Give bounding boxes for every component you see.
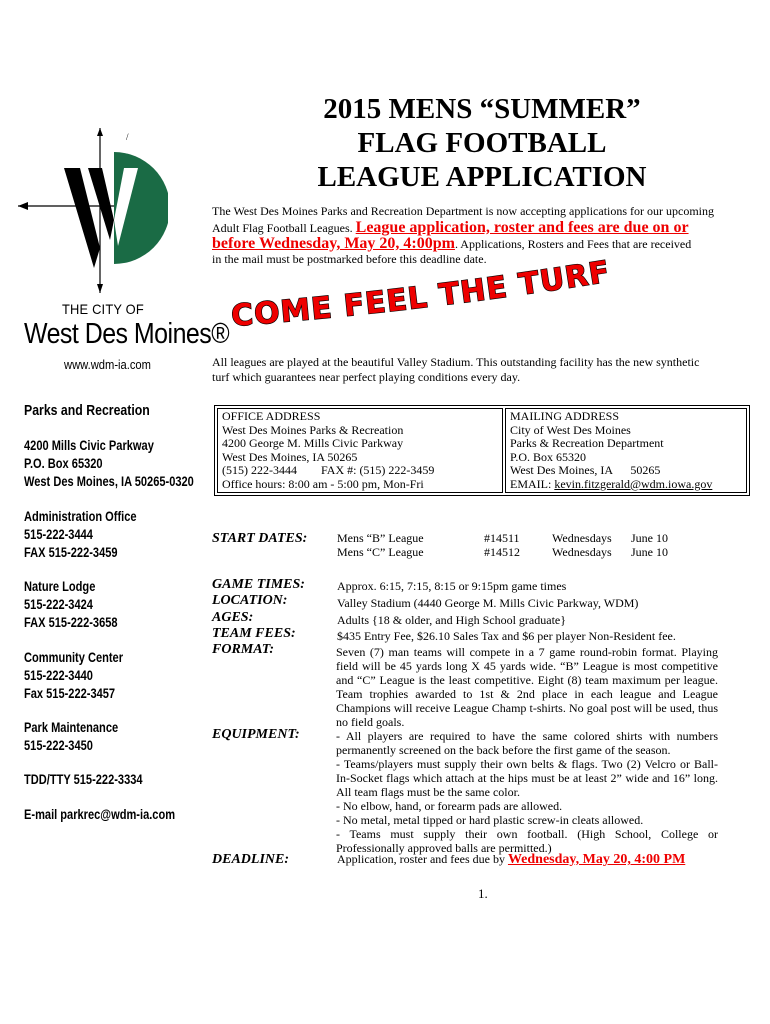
equipment-list [336, 729, 718, 855]
equipment-item: - All players are required to have the same colored shirts with numbers permanently screened on the back before the first game of the season. [336, 729, 718, 757]
league-code: #14512 [484, 545, 520, 559]
facility-line: All leagues are played at the beautiful Valley Stadium. This outstanding facility has the new synthetic [212, 355, 700, 369]
office-line: 4200 George M. Mills Civic Parkway [222, 436, 404, 450]
office-line: West Des Moines, IA 50265 [222, 449, 358, 464]
label-location: LOCATION: [212, 593, 288, 608]
sidebar-address-line: P.O. Box 65320 [24, 456, 103, 471]
sidebar-cc-title: Community Center [24, 650, 124, 665]
email-link[interactable]: kevin.fitzgerald@wdm.iowa.gov [554, 476, 713, 491]
deadline-highlight: League application, roster and fees are due on or [355, 219, 689, 236]
label-ages: AGES: [212, 610, 254, 625]
svg-text:/: / [126, 132, 129, 142]
mailing-line: P.O. Box 65320 [510, 449, 587, 464]
slogan-wordart [222, 248, 717, 338]
label-deadline: DEADLINE: [212, 852, 290, 867]
ages-value: Adults {18 & older, and High School graduate} [337, 613, 567, 627]
facility-paragraph [212, 355, 752, 385]
sidebar-cc-phone: 515-222-3440 [24, 668, 93, 683]
title-line: 2015 MENS “SUMMER” [323, 93, 641, 125]
league-date: June 10 [631, 545, 668, 559]
game-times-value: Approx. 6:15, 7:15, 8:15 or 9:15pm game times [337, 579, 567, 593]
fees-value: $435 Entry Fee, $26.10 Sales Tax and $6 per player Non-Resident fee. [337, 629, 676, 643]
address-table [214, 405, 750, 496]
slogan-text: COME FEEL THE TURF [229, 254, 613, 334]
email-label: EMAIL: [510, 476, 555, 491]
league-day: Wednesdays [552, 531, 612, 545]
label-format: FORMAT: [212, 642, 274, 657]
sidebar-admin-phone: 515-222-3444 [24, 527, 93, 542]
sidebar-admin-title: Administration Office [24, 509, 137, 524]
sidebar-pm-title: Park Maintenance [24, 720, 119, 735]
label-start-dates: START DATES: [212, 531, 308, 546]
logo-url: www.wdm-ia.com [64, 357, 151, 372]
league-date: June 10 [631, 531, 668, 545]
label-equipment: EQUIPMENT: [212, 727, 300, 742]
intro-text: Adult Flag Football Leagues. [212, 221, 353, 235]
logo-city-of: THE CITY OF [62, 301, 144, 317]
sidebar-address-line: 4200 Mills Civic Parkway [24, 438, 154, 453]
intro-line: in the mail must be postmarked before this deadline date. [212, 252, 487, 266]
equipment-item: - Teams/players must supply their own belts & flags. Two (2) Velcro or Ball-In-Socket flags which attach at the hips must be at least 2” wide and 16” long. All team flags must be the same color. [336, 757, 718, 799]
mailing-heading: MAILING ADDRESS [510, 409, 620, 423]
office-address-cell [217, 408, 503, 493]
location-value: Valley Stadium (4440 George M. Mills Civic Parkway, WDM) [337, 596, 639, 610]
sidebar-tdd: TDD/TTY 515-222-3334 [24, 772, 143, 787]
mailing-line: City of West Des Moines [510, 422, 631, 437]
sidebar-admin-fax: FAX 515-222-3459 [24, 545, 118, 560]
sidebar-lodge-fax: FAX 515-222-3658 [24, 615, 118, 630]
logo-city-name: West Des Moines® [24, 318, 230, 350]
facility-line: turf which guarantees near perfect playing conditions every day. [212, 370, 521, 384]
mailing-line: Parks & Recreation Department [510, 436, 664, 450]
office-line: (515) 222-3444 FAX #: (515) 222-3459 [222, 463, 435, 477]
sidebar-email[interactable]: E-mail parkrec@wdm-ia.com [24, 807, 176, 822]
equipment-item: - No elbow, hand, or forearm pads are allowed. [336, 799, 563, 813]
equipment-item: - Teams must supply their own football. (High School, College or Professionally approved balls are permitted.) [336, 827, 718, 855]
league-name: Mens “B” League [337, 531, 424, 545]
league-code: #14511 [484, 531, 520, 545]
office-line: West Des Moines Parks & Recreation [222, 422, 404, 437]
deadline-text: Application, roster and fees due by [337, 852, 508, 866]
sidebar-dept: Parks and Recreation [24, 402, 150, 419]
intro-line: The West Des Moines Parks and Recreation Department is now accepting applications for our upcoming [212, 204, 715, 218]
svg-text:COME FEEL THE TURF [230, 254, 613, 334]
deadline-highlight: before Wednesday, May 20, 4:00pm [212, 235, 455, 252]
page-title [212, 92, 752, 194]
mailing-line: West Des Moines, IA 50265 [510, 463, 661, 477]
office-heading: OFFICE ADDRESS [222, 409, 321, 423]
sidebar-lodge-title: Nature Lodge [24, 579, 96, 594]
label-game-times: GAME TIMES: [212, 577, 305, 592]
sidebar-address-line: West Des Moines, IA 50265-0320 [24, 474, 194, 489]
sidebar-pm-phone: 515-222-3450 [24, 738, 93, 753]
sidebar-lodge-phone: 515-222-3424 [24, 597, 93, 612]
title-line: LEAGUE APPLICATION [317, 161, 647, 193]
page-number: 1. [478, 886, 488, 901]
equipment-item: - No metal, metal tipped or hard plastic screw-in cleats allowed. [336, 813, 644, 827]
deadline-date: Wednesday, May 20, 4:00 PM [507, 852, 686, 867]
title-line: FLAG FOOTBALL [357, 127, 607, 159]
intro-text: . Applications, Rosters and Fees that are received [454, 237, 692, 251]
league-day: Wednesdays [552, 545, 612, 559]
sidebar-cc-fax: Fax 515-222-3457 [24, 686, 116, 701]
deadline-value [337, 852, 685, 867]
label-team-fees: TEAM FEES: [212, 626, 296, 641]
mailing-address-cell [505, 408, 747, 493]
city-logo [18, 128, 168, 293]
office-hours: Office hours: 8:00 am - 5:00 pm, Mon-Fri [222, 476, 424, 491]
league-name: Mens “C” League [337, 545, 424, 559]
format-value: Seven (7) man teams will compete in a 7 game round-robin format. Playing field will be 45 yards long X 45 yards wide. “B” League is most competitive and “C” League is the least competitive. Eight (8) team maximum per league. Team trophies awarded to 1st & 2nd place in each league and League Champions will receive League Champ t-shirts. No goal post will be used, thus no field goals. [336, 645, 718, 729]
